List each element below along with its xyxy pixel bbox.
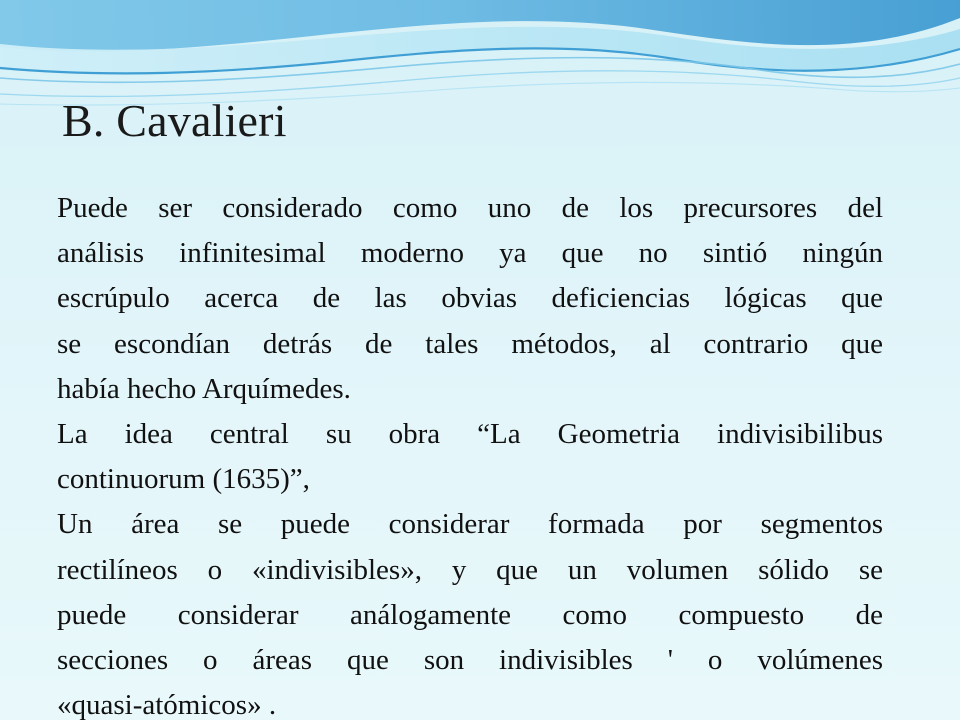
paragraph-1-line-4: se escondían detrás de tales métodos, al contrario que [57, 327, 883, 360]
paragraph-2-line-1: La idea central su obra “La Geometria indivisibilibus [57, 418, 883, 451]
paragraph-1-line-1: Puede ser considerado como uno de los precursores del [57, 192, 883, 224]
paragraph-3-line-2: rectilíneos o «indivisibles», y que un volumen sólido se [57, 553, 883, 586]
paragraph-3 [57, 502, 883, 720]
paragraph-1 [57, 186, 883, 412]
paragraph-2 [57, 412, 883, 502]
paragraph-1-line-3: escrúpulo acerca de las obvias deficiencias lógicas que [57, 282, 883, 315]
slide-title: B. Cavalieri [62, 95, 287, 146]
paragraph-3-line-3: puede considerar análogamente como compuesto de [57, 598, 883, 631]
paragraph-3-line-5: «quasi-atómicos» . [57, 689, 277, 720]
slide-body [57, 186, 883, 720]
paragraph-3-line-1: Un área se puede considerar formada por segmentos [57, 508, 883, 541]
wave-line-3 [0, 71, 960, 97]
paragraph-2-line-2: continuorum (1635)”, [57, 463, 310, 496]
paragraph-3-line-4: secciones o áreas que son indivisibles ' o volúmenes [57, 644, 883, 677]
paragraph-1-line-5: había hecho Arquímedes. [57, 372, 351, 405]
paragraph-1-line-2: análisis infinitesimal moderno ya que no sintió ningún [57, 237, 883, 270]
